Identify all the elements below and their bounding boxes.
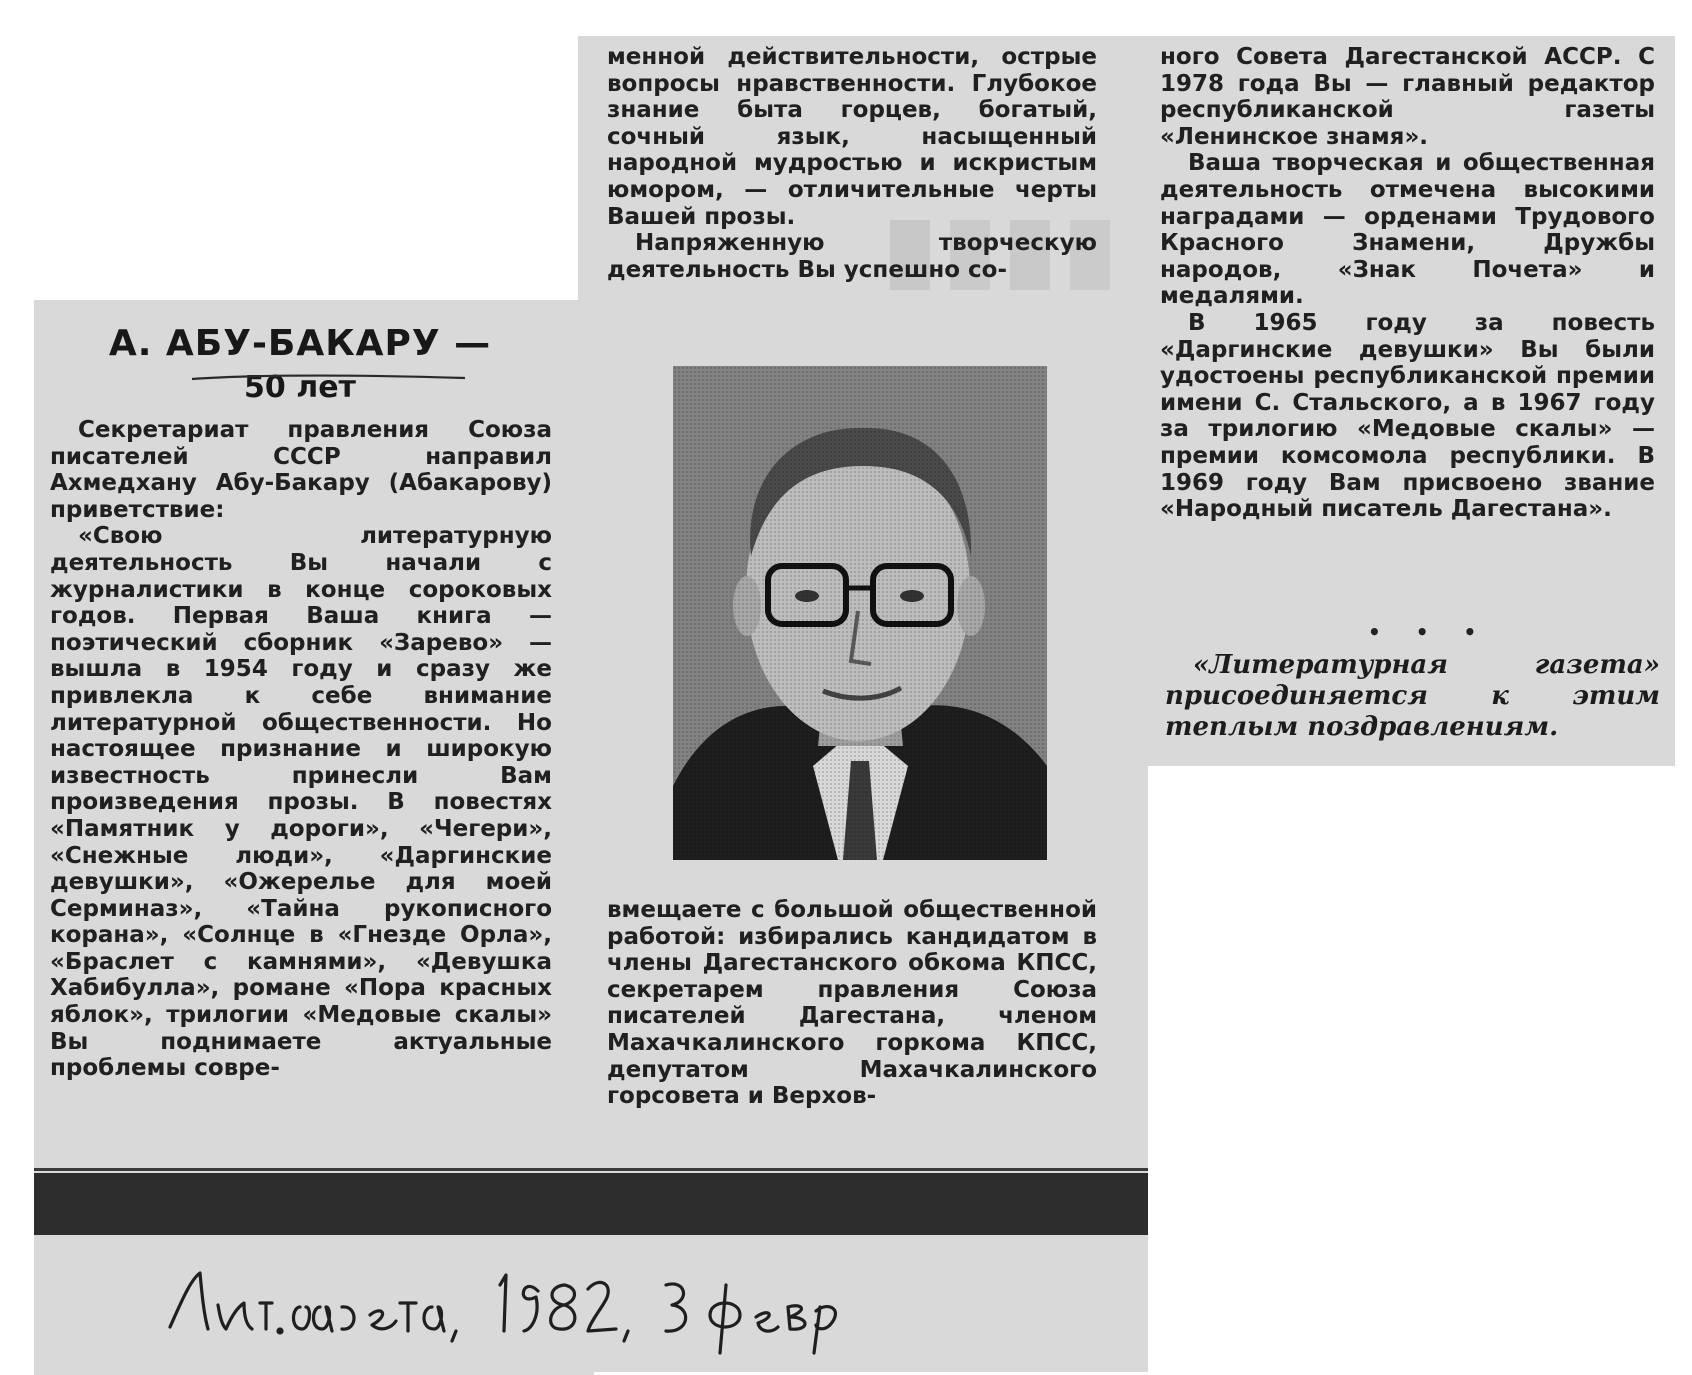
middle-text-column-top <box>607 44 1097 283</box>
headline-pen-underline <box>190 370 470 384</box>
stripe-rule <box>34 1168 1148 1171</box>
middle-paragraph-3: вмещаете с большой общественной работой: избирались кандидатом в члены Дагестанского обкома КПСС, секретарем правления Союза писателей Дагестана, членом Махачкалинского горкома КПСС, депутатом Махачкалинского горсовета и Верхов- <box>607 897 1097 1110</box>
closing-text: «Литературная газета» присоединяется к этим теплым поздравлениям. <box>1165 650 1660 742</box>
right-paragraph-3: В 1965 году за повесть «Даргинские девушки» Вы были удостоены республиканской премии имени С. Стальского, а в 1967 году за трилогию «Медовые скалы» — премии комсомола республики. В 1969 году Вам присвоено звание «Народный писатель Дагестана». <box>1160 309 1655 523</box>
dark-border-stripe <box>34 1173 1148 1235</box>
closing-note <box>1165 650 1660 743</box>
headline-title: А. АБУ-БАКАРУ — <box>108 323 492 364</box>
middle-text-column-bottom <box>607 897 1097 1110</box>
headline-subtitle: 50 лет <box>244 370 356 405</box>
portrait-illustration <box>673 366 1047 860</box>
right-paragraph-1: ного Совета Дагестанской АССР. С 1978 года Вы — главный редактор республиканской газеты «Ленинское знамя». <box>1160 44 1655 150</box>
portrait-photo <box>673 366 1047 860</box>
right-paragraph-2: Ваша творческая и общественная деятельность отмечена высокими наградами — орденами Трудового Красного Знамени, Дружбы народов, «Знак Почета» и медалями. <box>1160 150 1655 310</box>
handwritten-source-note <box>160 1245 940 1355</box>
left-text-column <box>50 417 552 1082</box>
left-paragraph-1: Секретариат правления Союза писателей СССР направил Ахмедхану Абу-Бакару (Абакарову) приветствие: <box>50 417 552 523</box>
right-text-column <box>1160 44 1655 523</box>
middle-paragraph-2: Напряженную творческую деятельность Вы успешно со- <box>607 230 1097 283</box>
middle-paragraph-1: менной действительности, острые вопросы нравственности. Глубокое знание быта горцев, богатый, сочный язык, насыщенный народной мудростью и искристым юмором, — отличительные черты Вашей прозы. <box>607 44 1097 230</box>
section-divider: • • • <box>1368 620 1491 644</box>
article-headline <box>60 322 540 408</box>
left-paragraph-2: «Свою литературную деятельность Вы начали с журналистики в конце сороковых годов. Первая Ваша книга — поэтический сборник «Зарево» — вышла в 1954 году и сразу же привлекла к себе внимание литературной общественности. Но настоящее признание и широкую известность принесли Вам произведения прозы. В повестях «Памятник у дороги», «Чегери», «Снежные люди», «Даргинские девушки», «Ожерелье для моей Серминаз», «Тайна рукописного корана», «Солнце в «Гнезде Орла», «Браслет с камнями», «Девушка Хабибулла», романе «Пора красных яблок», трилогии «Медовые скалы» Вы поднимаете актуальные проблемы совре- <box>50 523 552 1082</box>
